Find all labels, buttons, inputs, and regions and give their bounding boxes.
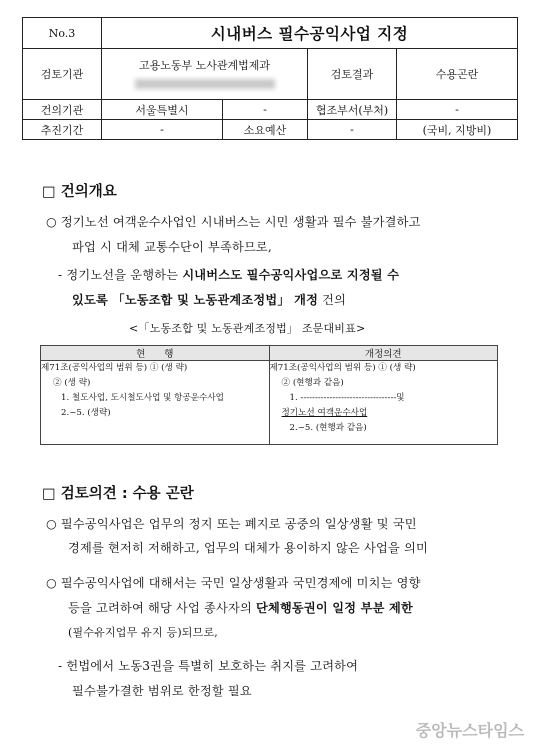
review-para3-line1: - 헌법에서 노동3권을 특별히 보호하는 취지를 고려하여 [58, 659, 359, 673]
review-para1-line2: 경제를 현저히 저해하고, 업무의 대체가 용이하지 않은 사업을 의미 [68, 541, 428, 555]
revised-line: 1. ---------------------------------및 [289, 393, 405, 403]
revised-line-underlined: 정기노선 여객운수사업 [281, 408, 368, 418]
review-para2-line3: (필수유지업무 유지 등)되므로, [68, 626, 218, 639]
review-org-cell [102, 49, 308, 100]
overview-para2-text-a: - 정기노선을 운행하는 [58, 268, 183, 282]
budget-value: - [308, 120, 397, 140]
watermark-logo: 중앙뉴스타임스 [415, 721, 524, 740]
current-line: ② (생 략) [53, 378, 91, 388]
coop-value: - [397, 100, 518, 120]
current-text-cell [41, 361, 270, 445]
revised-text-cell [269, 361, 498, 445]
review-org-value: 고용노동부 노사관계법제과 [138, 58, 270, 72]
review-para2-line1: ○ 필수공익사업에 대해서는 국민 일상생활과 국민경제에 미치는 영향 [46, 576, 421, 590]
revised-line: ② (현행과 같음) [281, 378, 344, 388]
revised-line: 제71조(공익사업의 범위 등) ① (생 략) [269, 363, 416, 373]
table-caption: <「노동조합 및 노동관계조정법」 조문대비표> [129, 322, 366, 335]
period-label: 추진기간 [23, 120, 102, 140]
overview-para2-bold: 있도록 「노동조합 및 노동관계조정법」 개정 [72, 293, 319, 307]
review-result-label: 검토결과 [308, 49, 397, 100]
current-line: 제71조(공익사업의 범위 등) ① (생 략) [41, 363, 188, 373]
period-value: - [102, 120, 223, 140]
column-header-current: 현 행 [41, 346, 270, 361]
review-org-label: 검토기관 [23, 49, 102, 100]
comparison-table [40, 345, 498, 445]
review-para1-line1: ○ 필수공익사업은 업무의 정지 또는 폐지로 공중의 일상생활 및 국민 [46, 517, 417, 531]
overview-para1-line2: 파업 시 대체 교통수단이 부족하므로, [72, 240, 272, 254]
revised-line: 2.~5. (현행과 같음) [289, 423, 367, 433]
column-header-revised: 개정의견 [269, 346, 498, 361]
overview-para2-line2 [72, 291, 346, 308]
review-result-value: 수용곤란 [397, 49, 518, 100]
info-table [22, 17, 518, 140]
overview-para2-tail: 건의 [318, 293, 347, 307]
budget-label: 소요예산 [223, 120, 308, 140]
review-para2-bold: 단체행동권이 일정 부분 제한 [256, 601, 414, 615]
overview-para1-line1: ○ 정기노선 여객운수사업인 시내버스는 시민 생활과 필수 불가결하고 [46, 215, 421, 229]
section-heading-overview: □ 건의개요 [42, 184, 117, 200]
current-line: 1. 철도사업, 도시철도사업 및 항공운수사업 [61, 393, 224, 403]
doc-number: No.3 [23, 18, 102, 49]
overview-para2-text-b: 시내버스도 필수공익사업으로 지정될 수 [182, 268, 400, 282]
review-para3-line2: 필수불가결한 범위로 한정할 필요 [72, 684, 252, 698]
review-para2-line2 [68, 599, 413, 616]
doc-title: 시내버스 필수공익사업 지정 [102, 18, 518, 49]
overview-para2-line1 [58, 266, 399, 283]
current-line: 2.~5. (생략) [61, 408, 111, 418]
proposer-label: 건의기관 [23, 100, 102, 120]
proposer-value: 서울특별시 [102, 100, 223, 120]
coop-label: 협조부서(부처) [308, 100, 397, 120]
proposer-dash: - [223, 100, 308, 120]
review-para2-text: 등을 고려하여 해당 사업 종사자의 [68, 601, 256, 615]
budget-note: (국비, 지방비) [397, 120, 518, 140]
section-heading-review: □ 검토의견 : 수용 곤란 [42, 486, 194, 502]
redacted-blur [135, 79, 275, 89]
